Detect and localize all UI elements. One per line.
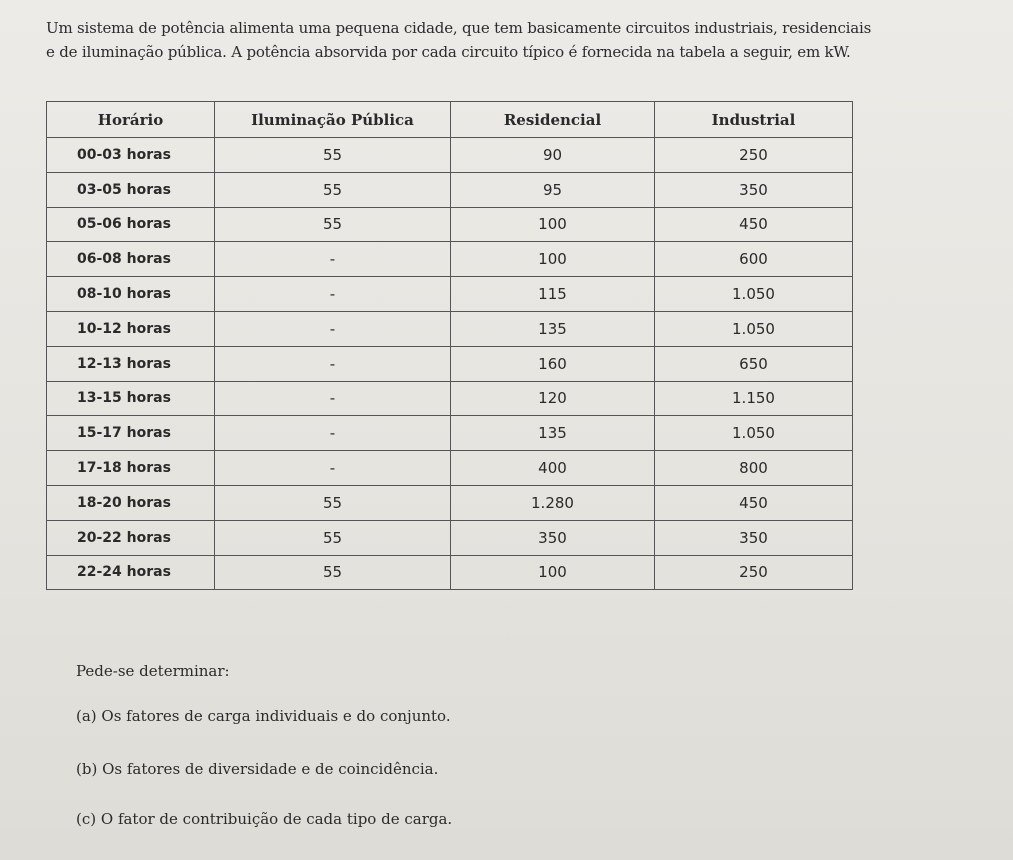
header-industrial: Industrial: [655, 102, 853, 138]
cell-industrial: 450: [655, 485, 853, 520]
cell-residencial: 115: [451, 277, 655, 312]
question-c: (c) O fator de contribuição de cada tipo de carga.: [76, 810, 453, 828]
cell-horario: 17-18 horas: [47, 451, 215, 486]
cell-horario: 10-12 horas: [47, 311, 215, 346]
table-row: [47, 277, 853, 312]
table-row: [47, 381, 853, 416]
cell-residencial: 350: [451, 520, 655, 555]
cell-industrial: 350: [655, 172, 853, 207]
table-row: [47, 555, 853, 590]
cell-industrial: 1.050: [655, 277, 853, 312]
cell-iluminacao: -: [215, 451, 451, 486]
cell-horario: 13-15 horas: [47, 381, 215, 416]
cell-horario: 08-10 horas: [47, 277, 215, 312]
header-horario: Horário: [47, 102, 215, 138]
cell-industrial: 1.050: [655, 311, 853, 346]
cell-iluminacao: 55: [215, 138, 451, 173]
cell-residencial: 100: [451, 555, 655, 590]
cell-residencial: 100: [451, 242, 655, 277]
cell-iluminacao: 55: [215, 172, 451, 207]
cell-horario: 22-24 horas: [47, 555, 215, 590]
cell-iluminacao: 55: [215, 485, 451, 520]
table-row: [47, 172, 853, 207]
cell-residencial: 1.280: [451, 485, 655, 520]
header-residencial: Residencial: [451, 102, 655, 138]
cell-iluminacao: -: [215, 311, 451, 346]
cell-residencial: 120: [451, 381, 655, 416]
header-iluminacao: Iluminação Pública: [215, 102, 451, 138]
table-row: [47, 311, 853, 346]
power-table: [46, 101, 853, 590]
cell-industrial: 1.150: [655, 381, 853, 416]
questions-section: [76, 662, 453, 828]
cell-horario: 12-13 horas: [47, 346, 215, 381]
cell-residencial: 400: [451, 451, 655, 486]
cell-industrial: 800: [655, 451, 853, 486]
table-header-row: [47, 102, 853, 138]
cell-industrial: 450: [655, 207, 853, 242]
cell-iluminacao: -: [215, 381, 451, 416]
cell-iluminacao: 55: [215, 207, 451, 242]
cell-horario: 05-06 horas: [47, 207, 215, 242]
table-row: [47, 520, 853, 555]
cell-iluminacao: -: [215, 277, 451, 312]
cell-iluminacao: 55: [215, 520, 451, 555]
question-a: (a) Os fatores de carga individuais e do conjunto.: [76, 707, 451, 725]
table-row: [47, 416, 853, 451]
table-row: [47, 485, 853, 520]
cell-horario: 06-08 horas: [47, 242, 215, 277]
cell-industrial: 600: [655, 242, 853, 277]
cell-iluminacao: 55: [215, 555, 451, 590]
cell-residencial: 135: [451, 416, 655, 451]
cell-residencial: 135: [451, 311, 655, 346]
table-body: [47, 138, 853, 590]
cell-horario: 18-20 horas: [47, 485, 215, 520]
questions-title: Pede-se determinar:: [76, 662, 230, 680]
table-row: [47, 346, 853, 381]
table-row: [47, 242, 853, 277]
cell-industrial: 1.050: [655, 416, 853, 451]
cell-industrial: 250: [655, 555, 853, 590]
cell-industrial: 350: [655, 520, 853, 555]
cell-iluminacao: -: [215, 416, 451, 451]
cell-residencial: 95: [451, 172, 655, 207]
table-row: [47, 138, 853, 173]
cell-residencial: 100: [451, 207, 655, 242]
table-row: [47, 207, 853, 242]
cell-horario: 15-17 horas: [47, 416, 215, 451]
cell-iluminacao: -: [215, 242, 451, 277]
cell-iluminacao: -: [215, 346, 451, 381]
cell-horario: 20-22 horas: [47, 520, 215, 555]
question-b: (b) Os fatores de diversidade e de coincidência.: [76, 760, 439, 778]
table-row: [47, 451, 853, 486]
cell-horario: 03-05 horas: [47, 172, 215, 207]
cell-residencial: 90: [451, 138, 655, 173]
cell-horario: 00-03 horas: [47, 138, 215, 173]
statement-line-1: Um sistema de potência alimenta uma pequena cidade, que tem basicamente circuitos industriais, residenciais: [46, 19, 872, 37]
problem-statement: [46, 16, 991, 64]
cell-industrial: 250: [655, 138, 853, 173]
statement-line-2: e de iluminação pública. A potência absorvida por cada circuito típico é fornecida na tabela a seguir, em kW.: [46, 43, 851, 61]
cell-residencial: 160: [451, 346, 655, 381]
cell-industrial: 650: [655, 346, 853, 381]
